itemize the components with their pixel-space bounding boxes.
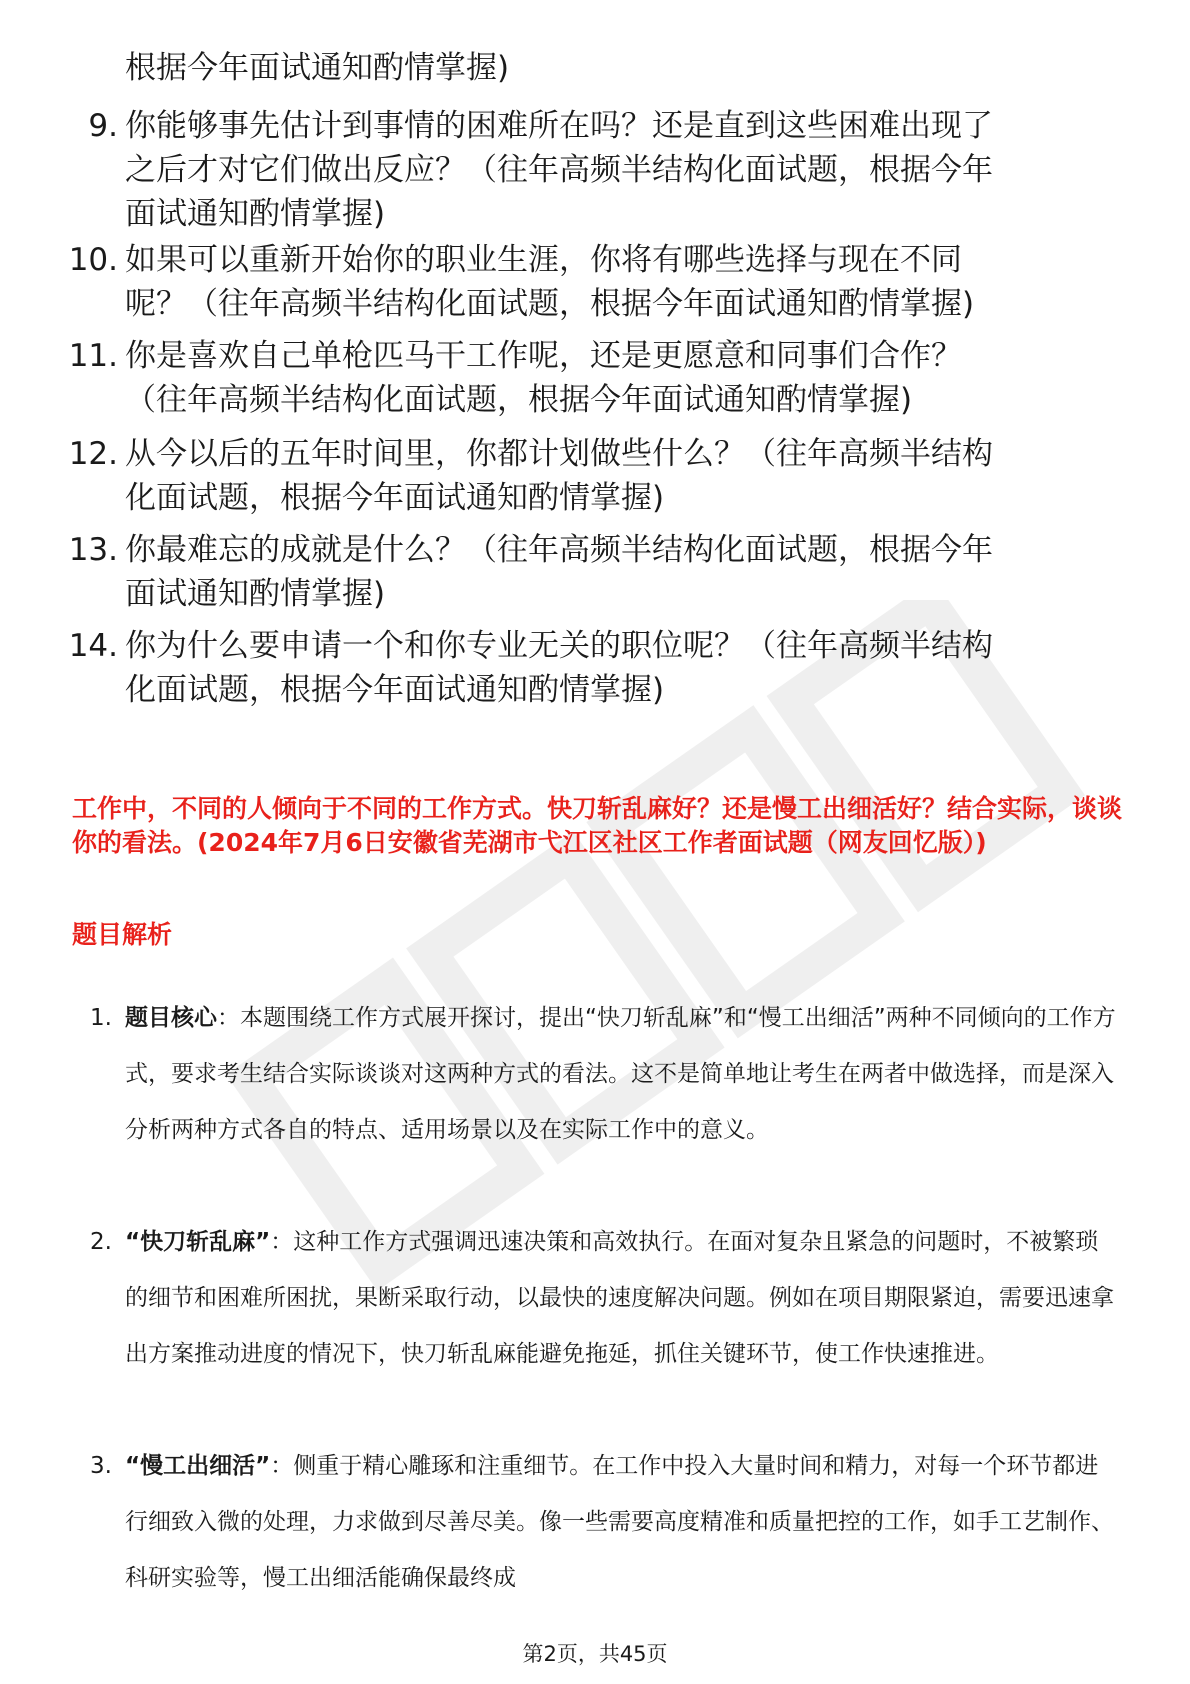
question-number: 12. bbox=[68, 436, 118, 472]
analysis-number: 2. bbox=[90, 1229, 112, 1255]
question-text: 你是喜欢自己单枪匹马干工作呢，还是更愿意和同事们合作？ （往年高频半结构化面试题，根据今年面试通知酌情掌握) bbox=[125, 338, 962, 418]
question-number: 10. bbox=[68, 242, 118, 278]
analysis-number: 1. bbox=[90, 1005, 112, 1031]
question-number: 11. bbox=[68, 338, 118, 374]
question-text: 你能够事先估计到事情的困难所在吗？还是直到这些困难出现了 之后才对它们做出反应？（往年高频半结构化面试题，根据今年 面试通知酌情掌握) bbox=[125, 108, 993, 232]
question-text: 你最难忘的成就是什么？（往年高频半结构化面试题，根据今年 面试通知酌情掌握) bbox=[125, 532, 993, 612]
question-text: 从今以后的五年时间里，你都计划做些什么？（往年高频半结构 化面试题，根据今年面试通知酌情掌握) bbox=[125, 436, 993, 516]
analysis-heading: 题目解析 bbox=[72, 920, 173, 949]
analysis-text bbox=[125, 1214, 1120, 1382]
analysis-body: ：这种工作方式强调迅速决策和高效执行。在面对复杂且紧急的问题时，不被繁琐的细节和困难所困扰，果断采取行动，以最快的速度解决问题。例如在项目期限紧迫，需要迅速拿出方案推动进度的情况下，快刀斩乱麻能避免拖延，抓住关键环节，使工作快速推进。 bbox=[125, 1229, 1114, 1367]
analysis-label: “慢工出细活” bbox=[125, 1453, 271, 1479]
analysis-label: 题目核心 bbox=[125, 1005, 217, 1031]
page-number-footer: 第2页，共45页 bbox=[522, 1642, 668, 1666]
analysis-body: ：本题围绕工作方式展开探讨，提出“快刀斩乱麻”和“慢工出细活”两种不同倾向的工作方式，要求考生结合实际谈谈对这两种方式的看法。这不是简单地让考生在两者中做选择，而是深入分析两种方式各自的特点、适用场景以及在实际工作中的意义。 bbox=[125, 1005, 1116, 1143]
analysis-text bbox=[125, 990, 1120, 1158]
analysis-text bbox=[125, 1438, 1120, 1606]
question-text: 你为什么要申请一个和你专业无关的职位呢？（往年高频半结构 化面试题，根据今年面试通知酌情掌握) bbox=[125, 628, 993, 708]
analysis-number: 3. bbox=[90, 1453, 112, 1479]
question-text: 根据今年面试通知酌情掌握) bbox=[125, 50, 510, 86]
question-heading: 工作中，不同的人倾向于不同的工作方式。快刀斩乱麻好？还是慢工出细活好？结合实际，谈谈你的看法。(2024年7月6日安徽省芜湖市弋江区社区工作者面试题（网友回忆版）) bbox=[72, 794, 1123, 857]
analysis-body: ：侧重于精心雕琢和注重细节。在工作中投入大量时间和精力，对每一个环节都进行细致入微的处理，力求做到尽善尽美。像一些需要高度精准和质量把控的工作，如手工艺制作、科研实验等，慢工出细活能确保最终成 bbox=[125, 1453, 1114, 1591]
question-number: 14. bbox=[68, 628, 118, 664]
question-text: 如果可以重新开始你的职业生涯，你将有哪些选择与现在不同 呢？（往年高频半结构化面试题，根据今年面试通知酌情掌握) bbox=[125, 242, 975, 322]
question-number: 13. bbox=[68, 532, 118, 568]
question-number: 9. bbox=[88, 108, 118, 144]
analysis-label: “快刀斩乱麻” bbox=[125, 1229, 271, 1255]
